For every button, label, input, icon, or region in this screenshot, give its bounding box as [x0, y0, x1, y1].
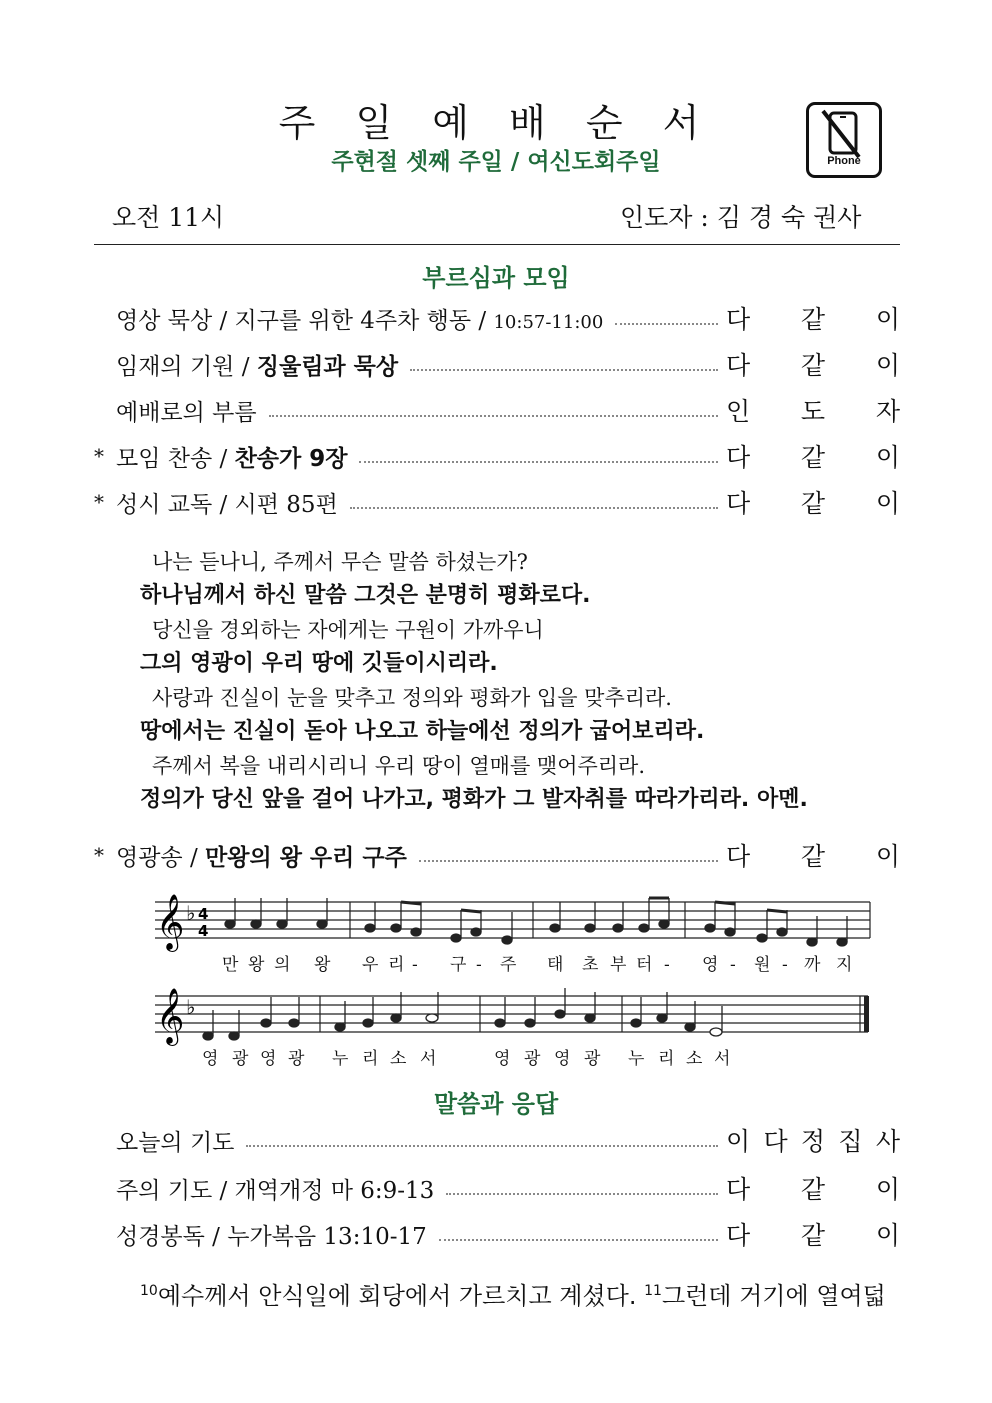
- verse-number: 10: [140, 1283, 158, 1299]
- star-marker: *: [94, 444, 104, 468]
- svg-text:광: 광: [232, 1049, 249, 1069]
- verse-number: 11: [644, 1283, 662, 1299]
- svg-text:리: 리: [658, 1049, 675, 1069]
- treble-clef-icon: 𝄞: [156, 988, 185, 1044]
- svg-text:광: 광: [524, 1049, 541, 1069]
- reading-line-people: 그의 영광이 우리 땅에 깃들이시리라.: [140, 651, 498, 676]
- leader-dots: [419, 860, 718, 862]
- order-item: [94, 1216, 900, 1252]
- reading-line-leader: 나는 듣나니, 주께서 무슨 말씀 하셨는가?: [152, 550, 528, 574]
- item-label-bold: 징울림과 묵상: [256, 353, 399, 380]
- order-item: [94, 392, 900, 428]
- svg-text:-: -: [730, 955, 736, 975]
- leader-dots: [615, 323, 718, 325]
- svg-text:지: 지: [836, 955, 853, 975]
- reading-line-people: 정의가 당신 앞을 걸어 나가고, 평화가 그 발자취를 따라가리라. 아멘.: [140, 787, 808, 812]
- time-signature-bottom: 4: [198, 922, 209, 940]
- order-item: [94, 300, 900, 336]
- reading-line-leader: 주께서 복을 내리시리니 우리 땅이 열매를 맺어주리라.: [152, 754, 646, 778]
- final-barline: [864, 996, 869, 1032]
- item-time: 10:57-11:00: [493, 311, 604, 333]
- item-responder: 다 같 이: [726, 842, 900, 871]
- svg-text:터: 터: [636, 955, 653, 975]
- leader-dots: [439, 1239, 718, 1241]
- phone-label: Phone: [827, 155, 861, 167]
- leader-dots: [446, 1193, 718, 1195]
- svg-text:리: 리: [388, 955, 405, 975]
- item-label-bold: 만왕의 왕 우리 구주: [205, 844, 407, 871]
- leader-dots: [269, 415, 718, 417]
- section-word: 말씀과 응답: [433, 1090, 559, 1118]
- svg-text:원: 원: [754, 955, 771, 975]
- item-responder: 다 같 이: [726, 305, 900, 334]
- responsive-reading: [140, 545, 808, 817]
- svg-text:-: -: [664, 955, 670, 975]
- item-label: 예배로의 부름: [116, 399, 257, 426]
- reading-line-leader: 당신을 경외하는 자에게는 구원이 가까우니: [152, 618, 544, 642]
- item-responder: 다 같 이: [726, 1175, 900, 1204]
- item-label-bold: 찬송가 9장: [234, 445, 348, 472]
- svg-text:영: 영: [702, 955, 719, 975]
- treble-clef-icon: 𝄞: [156, 894, 185, 950]
- order-item: [94, 1122, 900, 1158]
- section-gathering: 부르심과 모임: [422, 264, 570, 292]
- svg-text:의: 의: [274, 955, 291, 975]
- leader-name: 김 경 숙 권사: [716, 203, 862, 232]
- svg-text:-: -: [782, 955, 788, 975]
- leader-label: 인도자 :: [620, 203, 709, 232]
- music-score: [150, 890, 880, 1080]
- scripture-text: [140, 1276, 886, 1311]
- svg-text:주: 주: [500, 955, 517, 975]
- item-responder: 인 도 자: [726, 397, 900, 426]
- svg-text:누: 누: [628, 1049, 645, 1069]
- item-label: 성경봉독 / 누가복음 13:10-17: [116, 1223, 427, 1250]
- svg-text:광: 광: [288, 1049, 305, 1069]
- item-responder: 다 같 이: [726, 443, 900, 472]
- star-marker: *: [94, 843, 104, 867]
- svg-text:왕: 왕: [314, 955, 331, 975]
- order-item: [94, 346, 900, 382]
- svg-text:리: 리: [362, 1049, 379, 1069]
- page-title: 주 일 예 배 순 서: [278, 101, 714, 145]
- leader-dots: [350, 507, 718, 509]
- svg-text:구: 구: [450, 955, 467, 975]
- leader-dots: [359, 461, 718, 463]
- svg-text:서: 서: [714, 1049, 731, 1069]
- item-responder: 다 같 이: [726, 1221, 900, 1250]
- svg-text:영: 영: [202, 1049, 219, 1069]
- lyrics-line2: [202, 1048, 730, 1069]
- leader: [620, 198, 861, 234]
- item-label: 영광송 /: [116, 844, 206, 871]
- no-phone-icon: [806, 102, 882, 178]
- item-responder: 다 같 이: [726, 351, 900, 380]
- page-subtitle: 주현절 셋째 주일 / 여신도회주일: [331, 149, 661, 175]
- svg-text:우: 우: [362, 955, 379, 975]
- item-label: 성시 교독 / 시편 85편: [116, 491, 338, 518]
- service-time: 오전 11시: [112, 203, 225, 232]
- header-divider: [94, 244, 900, 245]
- svg-text:초: 초: [582, 955, 599, 975]
- item-label: 오늘의 기도: [116, 1129, 235, 1156]
- svg-text:왕: 왕: [248, 955, 265, 975]
- order-item: [94, 484, 900, 520]
- svg-text:-: -: [412, 955, 418, 975]
- lyrics-line1: [222, 954, 852, 975]
- flat-key-icon: ♭: [186, 901, 196, 925]
- svg-text:부: 부: [610, 955, 627, 975]
- verse-text: 그런데 거기에 열여덟: [661, 1282, 886, 1310]
- item-responder: 다 같 이: [726, 489, 900, 518]
- order-item-doxology: [94, 837, 900, 873]
- svg-text:서: 서: [420, 1049, 437, 1069]
- svg-text:영: 영: [554, 1049, 571, 1069]
- item-label: 임재의 기원 /: [116, 353, 257, 380]
- svg-text:광: 광: [584, 1049, 601, 1069]
- svg-text:소: 소: [390, 1049, 407, 1069]
- svg-text:영: 영: [260, 1049, 277, 1069]
- svg-text:만: 만: [222, 955, 239, 975]
- svg-text:태: 태: [547, 955, 564, 975]
- flat-key-icon: ♭: [186, 995, 196, 1019]
- leader-dots: [246, 1145, 718, 1147]
- svg-text:까: 까: [804, 955, 821, 975]
- order-item: [94, 438, 900, 474]
- time-signature-top: 4: [198, 905, 209, 923]
- notes-line1: [225, 898, 847, 946]
- item-label: 주의 기도 / 개역개정 마 6:9-13: [116, 1177, 435, 1204]
- svg-text:소: 소: [686, 1049, 703, 1069]
- reading-line-leader: 사랑과 진실이 눈을 맞추고 정의와 평화가 입을 맞추리라.: [152, 686, 672, 710]
- svg-text:-: -: [476, 955, 482, 975]
- order-item: [94, 1170, 900, 1206]
- reading-line-people: 땅에서는 진실이 돋아 나오고 하늘에선 정의가 굽어보리라.: [140, 719, 705, 744]
- svg-text:누: 누: [332, 1049, 349, 1069]
- reading-line-people: 하나님께서 하신 말씀 그것은 분명히 평화로다.: [140, 583, 591, 608]
- item-label: 영상 묵상 / 지구를 위한 4주차 행동 /: [116, 307, 494, 334]
- item-responder: 이 다 정 집 사: [726, 1127, 900, 1156]
- leader-dots: [410, 369, 718, 371]
- star-marker: *: [94, 490, 104, 514]
- svg-text:영: 영: [494, 1049, 511, 1069]
- item-label: 모임 찬송 /: [116, 445, 235, 472]
- verse-text: 예수께서 안식일에 회당에서 가르치고 계셨다.: [157, 1282, 645, 1310]
